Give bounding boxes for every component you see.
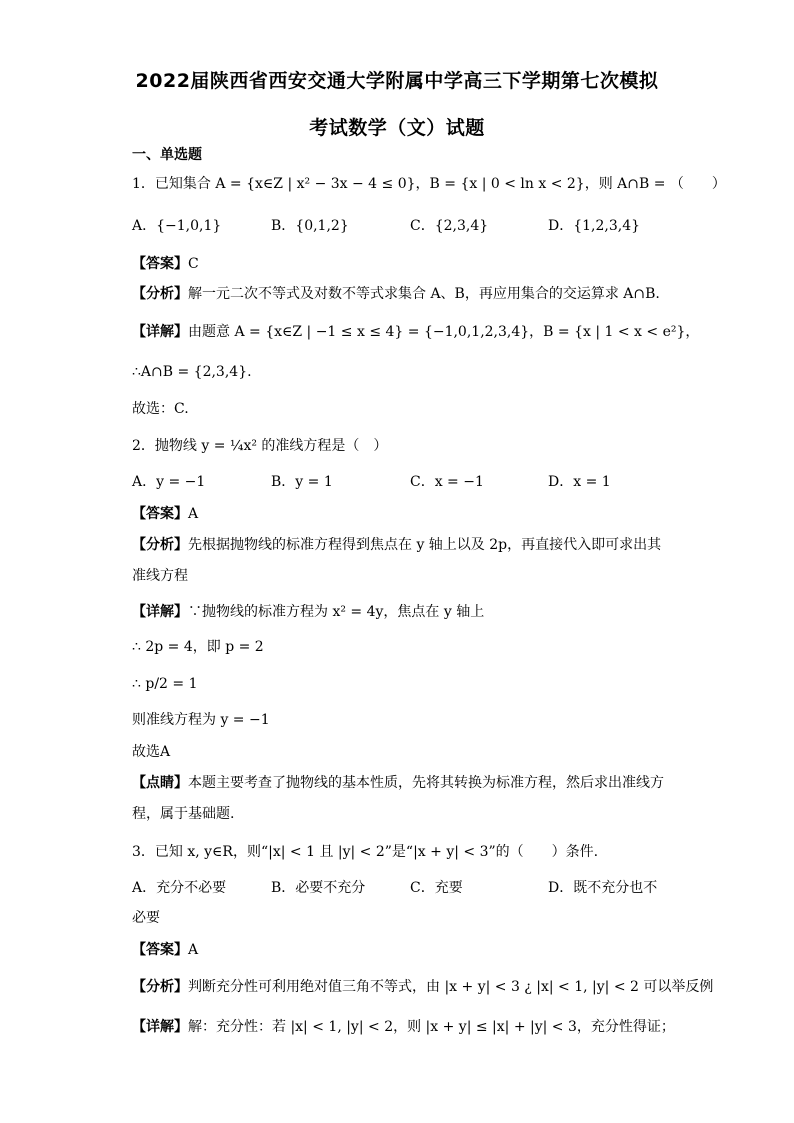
analysis-text: 解一元二次不等式及对数不等式求集合 A、B，再应用集合的交运算求 A∩B. [188,286,660,302]
option-d: D．x = 1 [548,474,611,490]
question-2-analysis-line-2: 准线方程 [132,568,188,584]
question-2-stem: 2．抛物线 y = ¼x² 的准线方程是（ ） [132,438,388,454]
detail-text: 由题意 A = {x∈Z | −1 ≤ x ≤ 4} = {−1,0,1,2,3,4}，B = {x | 1 < x < e²}， [188,324,700,340]
comment-text: 本题主要考查了抛物线的基本性质，先将其转换为标准方程，然后求出准线方 [188,775,664,791]
option-a: A．充分不必要 [132,880,227,896]
question-2-detail-line-4: 则准线方程为 y = −1 [132,712,270,728]
question-3-analysis [132,977,714,997]
question-2-detail-line-2: ∴ 2p = 4，即 p = 2 [132,639,264,655]
option-c: C．x = −1 [410,474,484,490]
question-3-option-wrap: 必要 [132,910,160,926]
section-heading: 一、单选题 [132,147,202,163]
answer-tag: 【答案】 [132,942,188,958]
detail-text: ∵抛物线的标准方程为 x² = 4y，焦点在 y 轴上 [188,604,485,620]
question-2-comment [132,773,667,793]
question-2-options [132,472,667,492]
option-c: C．{2,3,4} [410,218,489,234]
question-1-detail [132,322,700,342]
option-b: B．y = 1 [271,474,333,490]
question-1-choice: 故选：C. [132,401,189,417]
detail-tag: 【详解】 [132,604,188,620]
question-2-detail [132,602,667,622]
option-b: B．{0,1,2} [271,218,349,234]
answer-value: C [188,256,199,272]
option-d: D．{1,2,3,4} [548,218,641,234]
question-2-answer [132,504,667,524]
question-1-analysis [132,284,667,304]
question-3-stem: 3．已知 x, y∈R，则“|x| < 1 且 |y| < 2”是“|x + y| < 3”的（ ）条件. [132,844,599,860]
question-2-detail-line-3: ∴ p/2 = 1 [132,676,198,692]
question-2-comment-line-2: 程，属于基础题. [132,806,235,822]
option-d: D．既不充分也不 [548,880,658,896]
answer-tag: 【答案】 [132,506,188,522]
analysis-text: 先根据抛物线的标准方程得到焦点在 y 轴上以及 2p，再直接代入即可求出其 [188,537,662,553]
option-a: A．{−1,0,1} [132,218,222,234]
question-1-answer [132,254,667,274]
answer-value: A [188,506,199,522]
answer-value: A [188,942,199,958]
question-2-analysis [132,535,667,555]
option-a: A．y = −1 [132,474,206,490]
answer-tag: 【答案】 [132,256,188,272]
question-1-stem: 1．已知集合 A = {x∈Z | x² − 3x − 4 ≤ 0}，B = {x | 0 < ln x < 2}，则 A∩B = （ ） [132,176,726,192]
detail-tag: 【详解】 [132,1019,188,1035]
detail-tag: 【详解】 [132,324,188,340]
question-1-options [132,216,667,236]
analysis-tag: 【分析】 [132,537,188,553]
question-3-detail [132,1017,675,1037]
question-1-detail-line-2: ∴A∩B = {2,3,4}. [132,364,252,380]
document-title-line-1: 2022届陕西省西安交通大学附属中学高三下学期第七次模拟 [135,70,659,92]
question-2-choice: 故选A [132,744,171,760]
question-3-options [132,878,667,898]
comment-tag: 【点睛】 [132,775,188,791]
analysis-tag: 【分析】 [132,286,188,302]
option-b: B．必要不充分 [271,880,366,896]
option-c: C．充要 [410,880,463,896]
question-3-answer [132,940,667,960]
detail-text: 解：充分性：若 |x| < 1, |y| < 2，则 |x + y| ≤ |x| + |y| < 3，充分性得证； [188,1019,675,1035]
document-title-line-2: 考试数学（文）试题 [309,117,485,139]
analysis-tag: 【分析】 [132,979,188,995]
analysis-text: 判断充分性可利用绝对值三角不等式，由 |x + y| < 3 ¿ |x| < 1, |y| < 2 可以举反例 [188,979,714,995]
